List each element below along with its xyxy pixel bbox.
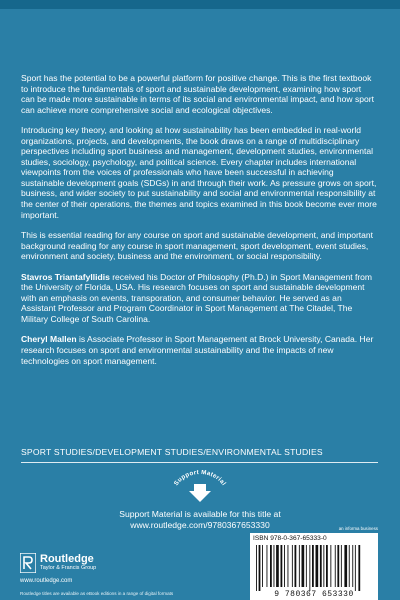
barcode-bar xyxy=(262,545,263,587)
support-line-1: Support Material is available for this title at xyxy=(119,509,281,519)
support-url[interactable]: www.routledge.com/9780367653330 xyxy=(130,519,270,530)
barcode-bar xyxy=(316,545,319,587)
description-paragraph-2: Introducing key theory, and looking at how sustainability has been embedded in real-world organizations, projects, and developments, the book draws on a range of multidisciplinary perspectives including sport business and management, development studies, environmental studies, sociology, psychology, and political science. Every chapter includes international viewpoints from the voices of professionals who have been successful in achieving sustainable development goals (SDGs) in and through their work. As pressure grows on sport, business, and wider society to put sustainability and social and environmental responsibility at the center of their operations, the themes and topics examined in this book become ever more important. xyxy=(21,125,377,220)
barcode-bar xyxy=(259,545,261,591)
barcode-bar xyxy=(337,545,339,587)
subject-line: SPORT STUDIES/DEVELOPMENT STUDIES/ENVIRONMENTAL STUDIES xyxy=(21,447,323,457)
publisher-group: Taylor & Francis Group xyxy=(40,565,97,571)
barcode-bar xyxy=(309,545,310,591)
divider-rule xyxy=(21,462,378,463)
author-name-1: Stavros Triantafyllidis xyxy=(21,271,110,282)
barcode-digits: 9 780367 653330 xyxy=(274,590,354,599)
barcode-bar xyxy=(320,545,322,587)
ebook-footnote: Routledge titles are available as eBook editions in a range of digital formats xyxy=(20,591,174,596)
barcode-bar xyxy=(312,545,314,587)
download-arrow-icon xyxy=(189,484,211,502)
barcode-bar xyxy=(256,545,257,591)
publisher-name: Routledge xyxy=(40,553,94,565)
barcode-bar xyxy=(295,545,297,587)
description-paragraph-3: This is essential reading for any course on sport and sustainable development, and important background reading for any course in sport management, sport development, event studies, environment and society, business and the environment, or social responsibility. xyxy=(21,230,374,262)
support-material-badge xyxy=(164,470,236,506)
barcode-bar xyxy=(352,545,353,587)
barcode-bar xyxy=(344,545,347,587)
barcode-bar xyxy=(281,545,283,587)
barcode-bar xyxy=(267,545,268,587)
barcode-bar xyxy=(323,545,324,587)
routledge-r-icon xyxy=(20,553,36,573)
publisher-logo xyxy=(20,553,140,575)
author-bio-text-1: received his Doctor of Philosophy (Ph.D.) in Sport Management from the University of Florida, USA. His research focuses on sport and sustainable development with an emphasis on events, transporation, and consumer behavior. He served as an Assistant Professor and Program Coordinator in Sport Management at The Citadel, The Military College of South Carolina. xyxy=(21,271,373,324)
barcode-bar xyxy=(274,545,275,587)
barcode-bar xyxy=(355,545,356,591)
support-badge-label: Support Material xyxy=(172,470,228,488)
barcode-bar xyxy=(292,545,293,587)
barcode-bar xyxy=(358,545,360,591)
barcode-bar xyxy=(349,545,350,587)
author-bio-1 xyxy=(21,272,377,325)
barcode-bar xyxy=(341,545,342,587)
barcode-bar xyxy=(335,545,336,587)
publisher-url[interactable]: www.routledge.com xyxy=(20,578,73,584)
author-name-2: Cheryl Mallen xyxy=(21,334,77,345)
barcode-bar xyxy=(302,545,305,587)
description-paragraph-1: Sport has the potential to be a powerful platform for positive change. This is the first textbook to introduce the fundamentals of sport and sustainable development, examining how sport can be made more sustainable in terms of its social and environmental impact, and how sport can achieve more comprehensive social and ecological objectives. xyxy=(21,73,374,115)
barcode-bar xyxy=(299,545,300,587)
barcode-bars xyxy=(252,545,376,591)
author-bio-2 xyxy=(21,334,377,366)
isbn-label: ISBN 978-0-367-65333-0 xyxy=(253,535,327,542)
barcode-bar xyxy=(284,545,285,587)
barcode-bar xyxy=(326,545,328,587)
author-bio-text-2: is Associate Professor in Sport Management at Brock University, Canada. Her research focuses on sport and environmental sustainability and the impacts of new technologies on sport management. xyxy=(21,334,374,366)
barcode-bar xyxy=(288,545,289,587)
back-cover-text xyxy=(21,73,377,376)
barcode-bar xyxy=(270,545,272,587)
barcode-bar xyxy=(276,545,279,587)
barcode-bar xyxy=(306,545,307,587)
informa-imprint: an informa business xyxy=(338,526,378,531)
barcode-bar xyxy=(330,545,331,587)
barcode-box xyxy=(250,533,378,600)
top-band xyxy=(0,0,400,9)
